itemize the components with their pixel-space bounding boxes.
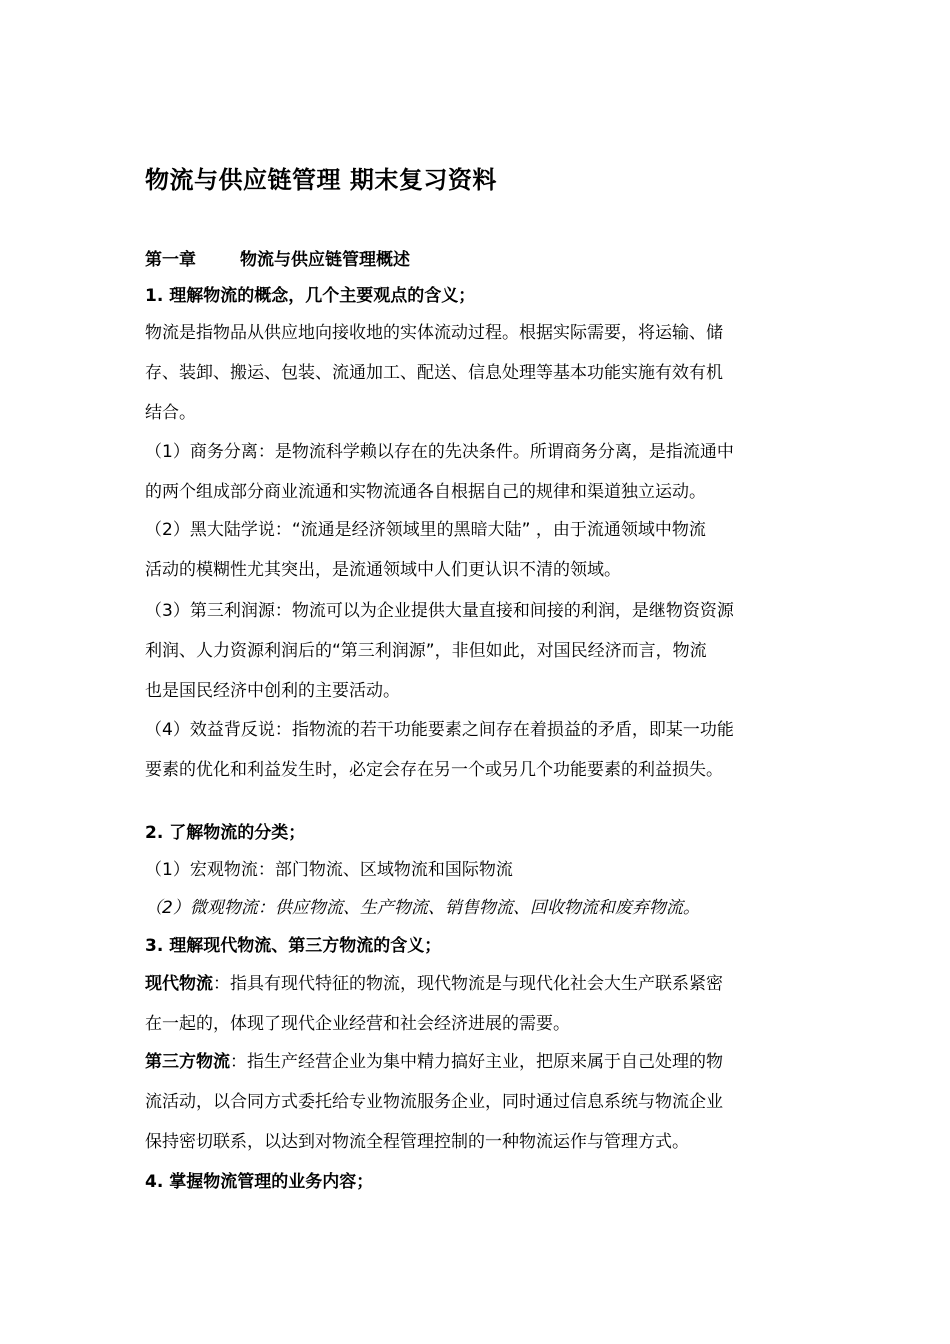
term-modern-logistics: 现代物流 — [145, 974, 213, 994]
text-line: 活动的模糊性尤其突出，是流通领域中人们更认识不清的领域。 — [145, 560, 621, 580]
text-line — [145, 964, 810, 1004]
text-line: 存、装卸、搬运、包装、流通加工、配送、信息处理等基本功能实施有效有机 — [145, 363, 723, 383]
text-line: 要素的优化和利益发生时，必定会存在另一个或另几个功能要素的利益损失。 — [145, 760, 723, 780]
logistics-definition — [145, 313, 810, 433]
point-dark-continent — [145, 510, 810, 590]
document-title: 物流与供应链管理 期末复习资料 — [145, 166, 497, 194]
text-line — [145, 1042, 810, 1082]
micro-logistics-item: （2）微观物流：供应物流、生产物流、销售物流、回收物流和废弃物流。 — [145, 898, 700, 918]
text-line: 保持密切联系，以达到对物流全程管理控制的一种物流运作与管理方式。 — [145, 1132, 689, 1152]
chapter-name: 物流与供应链管理概述 — [240, 250, 410, 270]
text-line: （2）黑大陆学说：“流通是经济领域里的黑暗大陆” ，由于流通领域中物流 — [145, 520, 706, 540]
text-line: （1）商务分离：是物流科学赖以存在的先决条件。所谓商务分离，是指流通中 — [145, 442, 734, 462]
chapter-heading — [145, 245, 410, 270]
text-line: 也是国民经济中创利的主要活动。 — [145, 681, 400, 701]
chapter-number: 第一章 — [145, 250, 196, 270]
third-party-logistics-definition — [145, 1042, 810, 1162]
term-text: ：指具有现代特征的物流，现代物流是与现代化社会大生产联系紧密 — [213, 974, 723, 994]
text-line: 流活动，以合同方式委托给专业物流服务企业，同时通过信息系统与物流企业 — [145, 1092, 723, 1112]
point-business-separation — [145, 432, 810, 512]
classification-list — [145, 851, 810, 927]
text-line: 利润、人力资源利润后的“第三利润源”，非但如此，对国民经济而言，物流 — [145, 641, 707, 661]
section-1-heading: 1. 理解物流的概念，几个主要观点的含义； — [145, 286, 476, 306]
text-line: 物流是指物品从供应地向接收地的实体流动过程。根据实际需要，将运输、储 — [145, 323, 723, 343]
point-trade-off — [145, 710, 810, 790]
section-3-heading: 3. 理解现代物流、第三方物流的含义； — [145, 936, 442, 956]
section-4-heading: 4. 掌握物流管理的业务内容； — [145, 1172, 374, 1192]
text-line: （3）第三利润源：物流可以为企业提供大量直接和间接的利润，是继物资资源 — [145, 601, 734, 621]
modern-logistics-definition — [145, 964, 810, 1044]
macro-logistics-item: （1）宏观物流：部门物流、区域物流和国际物流 — [145, 860, 513, 880]
term-third-party-logistics: 第三方物流 — [145, 1052, 230, 1072]
section-2-heading: 2. 了解物流的分类； — [145, 823, 306, 843]
text-line: 的两个组成部分商业流通和实物流通各自根据自己的规律和渠道独立运动。 — [145, 482, 706, 502]
point-third-profit-source — [145, 591, 810, 711]
text-line: 在一起的，体现了现代企业经营和社会经济进展的需要。 — [145, 1014, 570, 1034]
text-line: 结合。 — [145, 403, 196, 423]
term-text: ：指生产经营企业为集中精力搞好主业，把原来属于自己处理的物 — [230, 1052, 723, 1072]
text-line: （4）效益背反说：指物流的若干功能要素之间存在着损益的矛盾，即某一功能 — [145, 720, 734, 740]
